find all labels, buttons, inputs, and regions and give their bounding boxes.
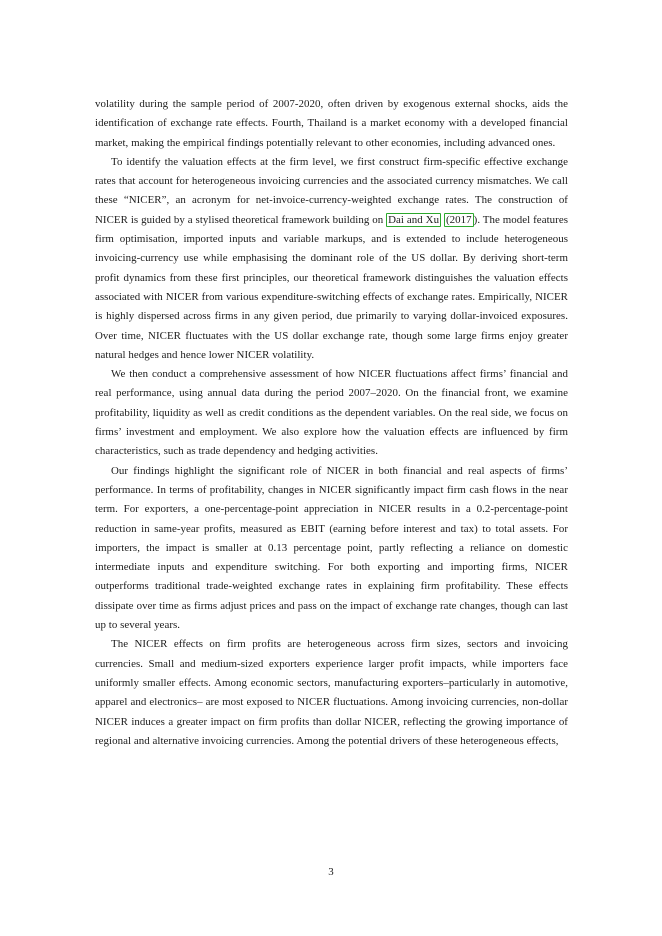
paragraph-2 (95, 153, 568, 365)
paragraph-2-text-pre: To identify the valuation effects at the firm level, we first construct firm-specific effective exchange rates that account for heterogeneous invoicing currencies and the associated currency mismatches. We call these “NICER”, an acronym for net-invoice-currency-weighted exchange rates. The construction of NICER is guided by a stylised theoretical framework building on (95, 155, 568, 226)
paragraph-1: volatility during the sample period of 2007-2020, often driven by exogenous external shocks, aids the identification of exchange rate effects. Fourth, Thailand is a market economy with a developed financial market, making the empirical findings potentially relevant to other economies, including advanced ones. (95, 98, 568, 149)
body-text (95, 95, 568, 751)
paragraph-2-text-post: ). The model features firm optimisation, imported inputs and variable markups, and is extended to include heterogeneous invoicing-currency use while emphasising the dominant role of the US dollar. By deriving short-term profit dynamics from these first principles, our theoretical framework distinguishes the valuation effects associated with NICER from various expenditure-switching effects of exchange rates. Empirically, NICER is highly dispersed across firms in any given period, due primarily to varying dollar-invoiced exposures. Over time, NICER fluctuates with the US dollar exchange rate, though some large firms enjoy greater natural hedges and hence lower NICER volatility. (95, 213, 568, 361)
paragraph-4: Our findings highlight the significant role of NICER in both financial and real aspects of firms’ performance. In terms of profitability, changes in NICER significantly impact firm cash flows in the near term. For exporters, a one-percentage-point appreciation in NICER results in a 0.2-percentage-point reduction in same-year profits, measured as EBIT (earning before interest and tax) to total assets. For importers, the impact is smaller at 0.13 percentage point, partly reflecting a reliance on domestic intermediate inputs and expenditure switching. For both exporting and importing firms, NICER outperforms traditional trade-weighted exchange rates in explaining firm profitability. These effects dissipate over time as firms adjust prices and pass on the impact of exchange rate changes, though can last up to several years. (95, 464, 568, 632)
citation-link-year[interactable]: (2017 (445, 213, 472, 226)
paragraph-5: The NICER effects on firm profits are heterogeneous across firm sizes, sectors and invoicing currencies. Small and medium-sized exporters experience larger profit impacts, while importers face uniformly smaller effects. Among economic sectors, manufacturing exporters–particularly in automotive, apparel and electronics– are most exposed to NICER fluctuations. Among invoicing currencies, non-dollar NICER induces a greater impact on firm profits than dollar NICER, reflecting the growing importance of regional and alternative invoicing currencies. Among the potential drivers of these heterogeneous effects, (95, 638, 568, 747)
page-number: 3 (328, 866, 334, 878)
citation-link-author[interactable]: Dai and Xu (388, 213, 440, 226)
paragraph-3: We then conduct a comprehensive assessment of how NICER fluctuations affect firms’ financial and real performance, using annual data during the period 2007–2020. On the financial front, we examine profitability, liquidity as well as credit conditions as the dependent variables. On the real side, we focus on firms’ investment and employment. We also explore how the valuation effects are influenced by firm characteristics, such as trade dependency and hedging activities. (95, 368, 568, 458)
